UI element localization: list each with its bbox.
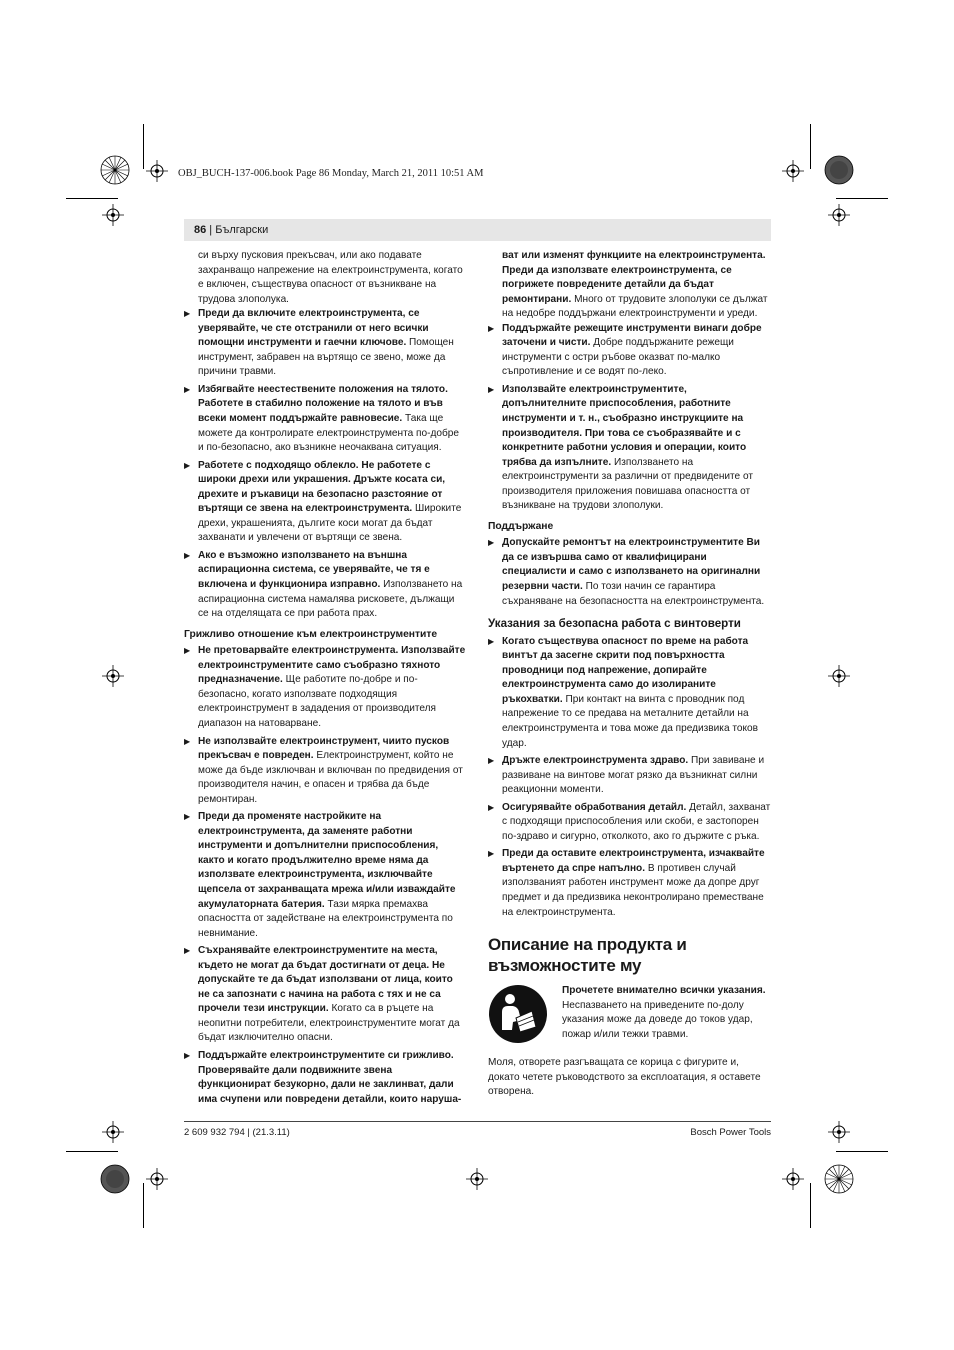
crop-mark (143, 124, 144, 169)
bullet-triangle-icon: ▶ (184, 460, 191, 470)
registration-crosshair-icon (828, 204, 850, 226)
section-title: Грижливо отношение към електроинструментите (184, 628, 438, 640)
registration-crosshair-icon (146, 1168, 168, 1190)
registration-crosshair-icon (466, 1168, 488, 1190)
bullet-triangle-icon: ▶ (184, 736, 191, 746)
registration-dark-circle-icon (824, 155, 854, 185)
read-instructions-text (562, 984, 771, 1042)
registration-dark-circle-icon (100, 1164, 130, 1194)
list-item (184, 307, 466, 380)
list-item (488, 635, 771, 751)
crop-mark (810, 124, 811, 169)
item-text: Използването на електроинструменти за различни от предвидените от производителя приложения повишава опасността от възникване на трудови злополуки. (502, 456, 753, 512)
item-text: Тази мярка премахва опасността от задействане на електроинструмента по невнимание. (198, 898, 453, 939)
item-text: При контакт на винта с проводник под напрежение то се предава на металните детайли на електроинструмента и това може да предизвика токов удар. (502, 693, 758, 749)
item-bold: Преди да променяте настройките на електроинструмента, да заменяте работни инструменти и допълнителни приспособления, както и когато продължително време няма да използвате електроинструмента, изключвайте щепсела от захранващата мрежа и/или изваждайте акумулаторната батерия. (198, 811, 456, 910)
list-item (488, 536, 771, 609)
item-bold: Преди да оставите електроинструмента, изчаквайте въртенето да спре напълно. (502, 848, 765, 874)
footer-doc-number: 2 609 932 794 | (21.3.11) (184, 1127, 290, 1138)
item-bold: Когато съществува опасност по време на работа винтът да засегне скрити под повърхността проводници под напрежение, допирайте електроинструмента само до изолираните ръкохватки. (502, 635, 749, 705)
list-item (184, 810, 466, 941)
bullet-triangle-icon: ▶ (184, 550, 191, 560)
bullet-triangle-icon: ▶ (488, 636, 495, 646)
item-bold: Поддържайте режещите инструменти винаги добре заточени и чисти. (502, 322, 762, 349)
item-text: Ще работите по-добре и по-безопасно, когато използвате подходящия електроинструмент в зададения от производителя диапазон на натоварване. (198, 674, 437, 729)
item-bold: Ако е възможно използването на външна аспирационна система, се уверявайте, че тя е включена и функционира изправно. (198, 549, 430, 591)
bullet-triangle-icon: ▶ (488, 538, 495, 548)
item-text: При завиване и развиване на винтове могат рязко да възникнат силни реакционни моменти. (502, 755, 765, 796)
bullet-triangle-icon: ▶ (184, 309, 191, 319)
item-bold: Осигурявайте обработвания детайл. (502, 801, 687, 813)
bullet-triangle-icon: ▶ (488, 384, 495, 394)
section-title-screwdriver: Указания за безопасна работа с винтоверти (488, 617, 741, 631)
section-title-service: Поддържане (488, 520, 554, 532)
crop-mark (66, 1151, 118, 1152)
unfold-cover-text: Моля, отворете разгъващата се корица с фигурите и, докато четете ръководството за експлоатация, я оставете отворена. (488, 1057, 761, 1098)
bullet-triangle-icon: ▶ (184, 384, 191, 394)
item-bold: Използвайте електроинструментите, допълнителните приспособления, работните инструменти и т. н., съобразно инструкциите на производителя. При това се съобразявайте и с конкретните работни условия и операции, които трябва да изпълните. (502, 383, 747, 468)
list-item (184, 1049, 466, 1107)
registration-crosshair-icon (782, 1168, 804, 1190)
bullet-triangle-icon: ▶ (184, 812, 191, 822)
item-text: Широките дрехи, украшенията, дългите коси могат да бъдат захванати и увлечени от въртящи се звена. (198, 503, 462, 544)
list-item (488, 383, 771, 514)
registration-target-icon (824, 1164, 854, 1194)
item-bold: Допускайте ремонтът на електроинструментите Ви да се извършва само от квалифицирани специалисти и само с използването на оригинални резервни части. (502, 537, 761, 593)
continuation-text (488, 249, 771, 322)
list-item (184, 944, 466, 1046)
read-instructions-row (488, 984, 771, 1044)
footer-divider (184, 1121, 771, 1122)
list-item (184, 459, 466, 546)
header-separator: | (206, 224, 216, 236)
list-item (184, 735, 466, 808)
page-number: 86 (194, 224, 207, 236)
item-text: Много от трудовите злополуки се дължат на недобре поддържани електроинструменти и уреди. (502, 293, 768, 320)
read-manual-icon (488, 984, 548, 1044)
item-text: В противен случай използваният работен инструмент може да допре друг предмет и да предизвика неконтролирано преместване на електроинструмента. (502, 862, 764, 918)
item-text: Неспазването на приведените по-долу указания може да доведе до токов удар, пожар и/или тежки травми. (562, 999, 753, 1040)
crop-mark (810, 1183, 811, 1228)
item-text: Използването на аспирационна система намалява рисковете, дължащи се на отделящата се при работа прах. (198, 579, 463, 620)
crop-mark (66, 198, 118, 199)
footer-brand: Bosch Power Tools (690, 1127, 771, 1138)
item-text: Когато са в ръцете на неопитни потребители, електроинструментите могат да бъдат изключително опасни. (198, 1003, 460, 1044)
bullet-triangle-icon: ▶ (488, 849, 495, 859)
registration-crosshair-icon (146, 160, 168, 182)
item-text: Детайл, захванат с подходящи приспособления или скоби, е застопорен по-здраво и сигурно, отколкото, ако го държите с ръка. (502, 801, 771, 842)
crop-mark (143, 1183, 144, 1228)
list-item (488, 754, 771, 798)
bullet-triangle-icon: ▶ (488, 323, 495, 333)
bullet-triangle-icon: ▶ (488, 802, 495, 812)
crop-mark (836, 198, 888, 199)
registration-crosshair-icon (102, 204, 124, 226)
item-bold: Избягвайте неестествените положения на тялото. Работете в стабилно положение на тялото и във всеки момент поддържайте равновесие. (198, 383, 448, 425)
list-item (488, 801, 771, 845)
list-item (184, 549, 466, 622)
item-text: Добре поддържаните режещи инструменти с остри ръбове оказват по-малко съпротивление и се водят по-леко. (502, 337, 734, 378)
list-item (184, 383, 466, 456)
page-header (194, 224, 268, 236)
item-text: По този начин се гарантира съхраняване на безопасността на електроинструмента. (502, 581, 765, 607)
right-column (488, 249, 771, 1100)
item-bold: ват или изменят функциите на електроинструмента. Преди да използвате електроинструмента, се погрижете повредените детайли да бъдат ремонтирани. (502, 250, 766, 305)
item-bold: Работете с подходящо облекло. Не работете с широки дрехи или украшения. Дръжте косата си, дрехите и ръкавици на безопасно разстояние от въртящи се звена на електроинструмента. (198, 459, 446, 515)
bullet-triangle-icon: ▶ (184, 1050, 191, 1060)
item-text: Така ще можете да контролирате електроинструмента по-добре и по-безопасно, ако възникне неочаквана ситуация. (198, 413, 459, 454)
header-language: Български (215, 224, 269, 236)
list-item (184, 644, 466, 731)
item-bold: Не използвайте електроинструмент, чиито пусков прекъсвач е повреден. (198, 735, 450, 762)
item-bold: Съхранявайте електроинструментите на места, където не могат да бъдат достигнати от деца. Не допускайте те да бъдат използвани от лица, които не са запознати с начина на работа с тях и не са прочели тези инструкции. (198, 945, 453, 1015)
item-text: Помощен инструмент, забравен на въртящо се звено, може да причини травми. (198, 337, 454, 378)
item-bold: Прочетете внимателно всички указания. (562, 985, 766, 997)
print-slug: OBJ_BUCH-137-006.book Page 86 Monday, March 21, 2011 10:51 AM (178, 168, 484, 179)
bullet-triangle-icon: ▶ (488, 756, 495, 766)
list-item (488, 322, 771, 380)
bullet-triangle-icon: ▶ (184, 646, 191, 656)
item-bold: Преди да включите електроинструмента, се уверявайте, че сте отстранили от него всички помощни инструменти и гаечни ключове. (198, 308, 429, 349)
list-item (488, 847, 771, 920)
registration-crosshair-icon (102, 1121, 124, 1143)
item-bold: Поддържайте електроинструментите си грижливо. Проверявайте дали подвижните звена функционират безукорно, дали не заклинват, дали има счупени или повредени детайли, които наруша- (198, 1049, 462, 1105)
intro-text: си върху пусковия прекъсвач, или ако подавате захранващо напрежение на електроинструмента, когато е включен, съществува опасност от възникване на трудова злополука. (198, 250, 463, 305)
registration-crosshair-icon (102, 665, 124, 687)
registration-crosshair-icon (828, 665, 850, 687)
header-band (184, 219, 771, 241)
registration-target-icon (100, 155, 130, 185)
product-heading: Описание на продукта и възможностите му (488, 935, 687, 976)
bullet-triangle-icon: ▶ (184, 946, 191, 956)
item-text: Електроинструмент, който не може да бъде изключван и включван по предвидения от производителя начин, е опасен и трябва да бъде ремонтиран. (198, 750, 463, 805)
registration-crosshair-icon (828, 1121, 850, 1143)
item-bold: Дръжте електроинструмента здраво. (502, 755, 689, 767)
crop-mark (836, 1151, 888, 1152)
registration-crosshair-icon (782, 160, 804, 182)
item-bold: Не претоварвайте електроинструмента. Използвайте електроинструментите само съобразно тяхното предназначение. (198, 645, 466, 686)
left-column (184, 249, 466, 1110)
